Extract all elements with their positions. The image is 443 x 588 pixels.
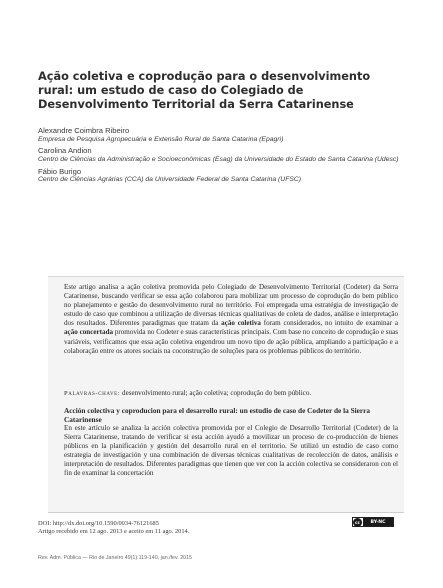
- abstract-pt-emphasis: ação concertada: [64, 328, 114, 337]
- journal-reference: Rev. Adm. Pública — Rio de Janeiro 49(1):119-140, jan./fev. 2015: [38, 555, 192, 561]
- doi-link[interactable]: DOI: http://dx.doi.org/10.1590/0034-76121685: [38, 520, 159, 527]
- footer-divider: [48, 512, 404, 513]
- abstract-pt-emphasis: ação coletiva: [221, 319, 261, 328]
- abstract-portuguese: [64, 283, 398, 356]
- cc-license-badge[interactable]: [352, 517, 394, 527]
- received-date: Artigo recebido em 12 ago. 2013 e aceito em 11 ago. 2014.: [38, 528, 190, 535]
- author-affiliation: Centro de Ciências Agrárias (CCA) da Universidade Federal de Santa Catarina (UFSC): [38, 176, 302, 184]
- author-name: Fábio Burigo: [38, 166, 82, 176]
- author-name: Carolina Andion: [38, 146, 92, 156]
- abstract-pt-part3: promovida no Codeter e suas características principais. Com base no conceito de coprodução e suas variáveis, verificamos que essa ação coletiva engendrou um novo tipo de ação pública, ampliando a participação e a colaboração entre os atores sociais na coconstrução de soluções para os problemas públicos do território.: [64, 328, 398, 355]
- authors-block: [38, 126, 418, 187]
- author-affiliation: Empresa de Pesquisa Agropecuária e Extensão Rural de Santa Catarina (Epagri): [38, 135, 284, 143]
- license-label: BY-NC: [363, 518, 393, 526]
- abstract-pt-part1: Este artigo analisa a ação coletiva promovida pelo Colegiado de Desenvolvimento Territorial (Codeter) da Serra Catarinense, buscando verificar se essa ação colaborou para mobilizar um processo de coprodução do bem público no planejamento e gestão do desenvolvimento rural no território. Foi empregada uma estratégia de investigação de estudo de caso que combinou a utilização de diversas técnicas qualitativas de coleta de dados, análise e interpretação dos resultados. Diferentes paradigmas que tratam da: [64, 283, 398, 328]
- keywords: [64, 389, 398, 398]
- article-title: Ação coletiva e coprodução para o desenvolvimento rural: um estudo de caso do Colegiado de Desenvolvimento Territorial da Serra Catarinense: [38, 70, 371, 111]
- abstract-pt-part2: foram considerados, no intuito de examinar a: [263, 319, 398, 328]
- abstract-spanish-title: Acción colectiva y coproducion para el desarrollo rural: un estudio de caso de Codeter de la Sierra Catarinense: [64, 406, 371, 425]
- author-name: Alexandre Coimbra Ribeiro: [38, 126, 130, 135]
- keywords-label: Palavras-chave:: [64, 390, 121, 397]
- creative-commons-icon: cc: [353, 518, 362, 527]
- keywords-text: desenvolvimento rural; ação coletiva; coprodução do bem público.: [122, 389, 312, 397]
- abstract-spanish: En este artículo se analiza la acción colectiva promovida por el Colegio de Desarrollo Territorial (Codeter) de la Sierra Catarinense, tratando de verificar si esta acción ayudó a movilizar un proceso de co-producción de bienes públicos en la planificación y gestión del desarrollo rural en el territorio. Se utilizó un estudio de caso como estrategia de investigación y una combinación de diversas técnicas cualitativas de recolección de datos, análisis e interpretación de resultados. Diferentes paradigmas que tienen que ver con la acción colectiva se consideraron con el fin de examinar la concertación: [64, 424, 398, 478]
- author-affiliation: Centro de Ciências da Administração e Socioeconômicas (Esag) da Universidade do Estado de Santa Catarina (Udesc): [38, 155, 399, 163]
